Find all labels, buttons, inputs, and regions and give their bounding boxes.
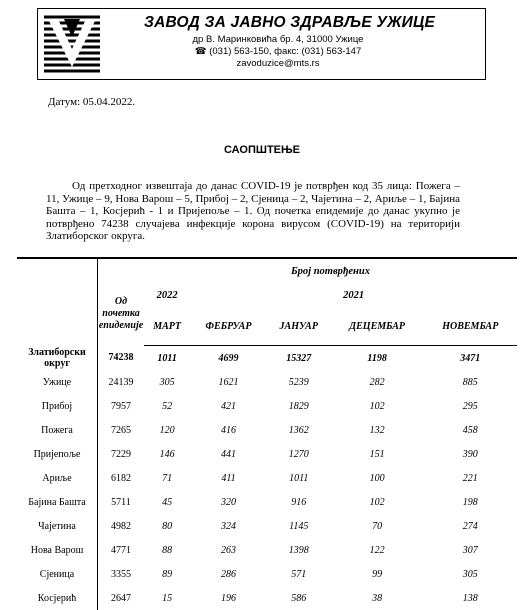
institution-address: др В. Маринковића бр. 4, 31000 Ужице (192, 34, 364, 45)
table-cell: 282 (369, 376, 385, 388)
month-header: ЈАНУАР (267, 307, 331, 346)
table-cell: 196 (221, 592, 236, 604)
table-row (17, 490, 517, 514)
municipality-name: Пожега (17, 418, 98, 442)
municipality-name: Сјеница (17, 562, 98, 586)
table-row (17, 514, 517, 538)
table-cell: 6182 (111, 472, 131, 484)
table-cell: 421 (221, 400, 236, 412)
table-cell: 458 (462, 424, 478, 436)
table-cell: 24139 (108, 376, 134, 388)
institution-phone: ☎ (031) 563-150, факс: (031) 563-147 (194, 46, 362, 57)
table-cell: 151 (369, 448, 385, 460)
document-title: САОПШТЕЊЕ (223, 144, 301, 156)
table-cell: 120 (159, 424, 175, 436)
table-cell: 4699 (218, 352, 239, 364)
municipality-name: Ужице (17, 370, 98, 394)
table-cell: 198 (462, 496, 478, 508)
table-cell: 7957 (111, 400, 131, 412)
institution-email: zavoduzice@mts.rs (236, 58, 320, 69)
table-cell: 3355 (111, 568, 131, 580)
table-cell: 45 (162, 496, 173, 508)
table-cell: 320 (221, 496, 236, 508)
table-cell: 7265 (111, 424, 131, 436)
table-cell: 2647 (111, 592, 131, 604)
table-cell: 15 (162, 592, 173, 604)
table-cell: 71 (162, 472, 173, 484)
table-cell: 1011 (157, 352, 177, 364)
municipality-rows (17, 370, 517, 610)
table-cell: 1011 (289, 472, 309, 484)
table-row (17, 562, 517, 586)
institution-name: ЗАВОД ЗА ЈАВНО ЗДРАВЉЕ УЖИЦЕ (143, 14, 436, 31)
table-cell: 122 (369, 544, 385, 556)
table-cell: 295 (462, 400, 478, 412)
table-cell: 390 (462, 448, 478, 460)
table-row (17, 586, 517, 610)
institute-logo (42, 13, 102, 77)
table-cell: 274 (462, 520, 478, 532)
table-row (17, 538, 517, 562)
region-header-cell (17, 258, 98, 346)
table-cell: 1198 (367, 352, 387, 364)
table-cell: 1398 (288, 544, 309, 556)
table-cell: 307 (462, 544, 478, 556)
month-header: ДЕЦЕМБАР (331, 307, 424, 346)
table-cell: 70 (372, 520, 383, 532)
municipality-name: Бајина Башта (17, 490, 98, 514)
table-row (17, 370, 517, 394)
table-caption-row (17, 258, 517, 283)
table-cell: 263 (221, 544, 236, 556)
table-cell: 38 (372, 592, 383, 604)
table-cell: 1829 (288, 400, 309, 412)
table-cell: 416 (221, 424, 236, 436)
table-cell: 916 (291, 496, 307, 508)
table-cell: 221 (462, 472, 478, 484)
table-row (17, 466, 517, 490)
cases-table (17, 257, 517, 610)
table-cell: 7229 (111, 448, 131, 460)
table-cell: 99 (372, 568, 383, 580)
table-cell: 100 (369, 472, 385, 484)
municipality-name: Нова Варош (17, 538, 98, 562)
table-cell: 411 (221, 472, 236, 484)
municipality-name: Чајетина (17, 514, 98, 538)
municipality-name: Ариље (17, 466, 98, 490)
table-cell: 102 (369, 400, 385, 412)
table-cell: 885 (462, 376, 478, 388)
table-cell: 15327 (286, 352, 312, 364)
municipality-name: Пријепоље (17, 442, 98, 466)
table-cell: 4771 (111, 544, 131, 556)
total-header: Од почетка епидемије (98, 296, 144, 332)
table-cell: 102 (369, 496, 385, 508)
municipality-name: Косјерић (17, 586, 98, 610)
table-cell: 88 (162, 544, 173, 556)
table-cell: 5711 (111, 496, 131, 508)
month-header: ФЕБРУАР (190, 307, 266, 346)
table-cell: 80 (162, 520, 173, 532)
district-total-row (17, 346, 517, 371)
table-cell: 138 (462, 592, 478, 604)
table-cell: 5239 (288, 376, 309, 388)
municipality-name: Прибој (17, 394, 98, 418)
year-2022: 2022 (156, 289, 178, 301)
document-date: Датум: 05.04.2022. (48, 96, 136, 108)
table-cell: 286 (221, 568, 236, 580)
table-row (17, 394, 517, 418)
month-header: НОВЕМБАР (424, 307, 517, 346)
table-cell: 324 (221, 520, 236, 532)
table-cell: 1362 (288, 424, 309, 436)
table-cell: 4982 (111, 520, 131, 532)
month-header: МАРТ (144, 307, 190, 346)
table-cell: 586 (291, 592, 307, 604)
year-2021: 2021 (343, 289, 365, 301)
table-caption: Број потврђених (144, 258, 517, 283)
district-name: Златиборски округ (17, 346, 98, 371)
table-row (17, 418, 517, 442)
table-cell: 305 (159, 376, 175, 388)
table-cell: 89 (162, 568, 173, 580)
table-cell: 1621 (218, 376, 239, 388)
table-cell: 305 (462, 568, 478, 580)
table-cell: 1270 (288, 448, 309, 460)
table-cell: 441 (221, 448, 236, 460)
table-cell: 1145 (289, 520, 309, 532)
table-cell: 146 (159, 448, 175, 460)
table-cell: 3471 (460, 352, 481, 364)
report-paragraph: Од претходног извештаја до данас COVID-19 је потврђен код 35 лица: Пожега – 11, Ужице – 9, Нова Варош – 5, Прибој – 2, Сјеница – 2, Чајетина – 2, Ариље – 1, Бајина Башта – 1, Косјерић - 1 и Пријепоље – 1. Од почетка епидемије до данас укупно је потврђено 74238 случајева инфекције корона вирусом (COVID-19) на територији Златиборског округа. (46, 180, 460, 242)
table-cell: 52 (162, 400, 173, 412)
table-cell: 132 (369, 424, 385, 436)
table-row (17, 442, 517, 466)
table-cell: 571 (291, 568, 307, 580)
table-cell: 74238 (108, 352, 134, 364)
